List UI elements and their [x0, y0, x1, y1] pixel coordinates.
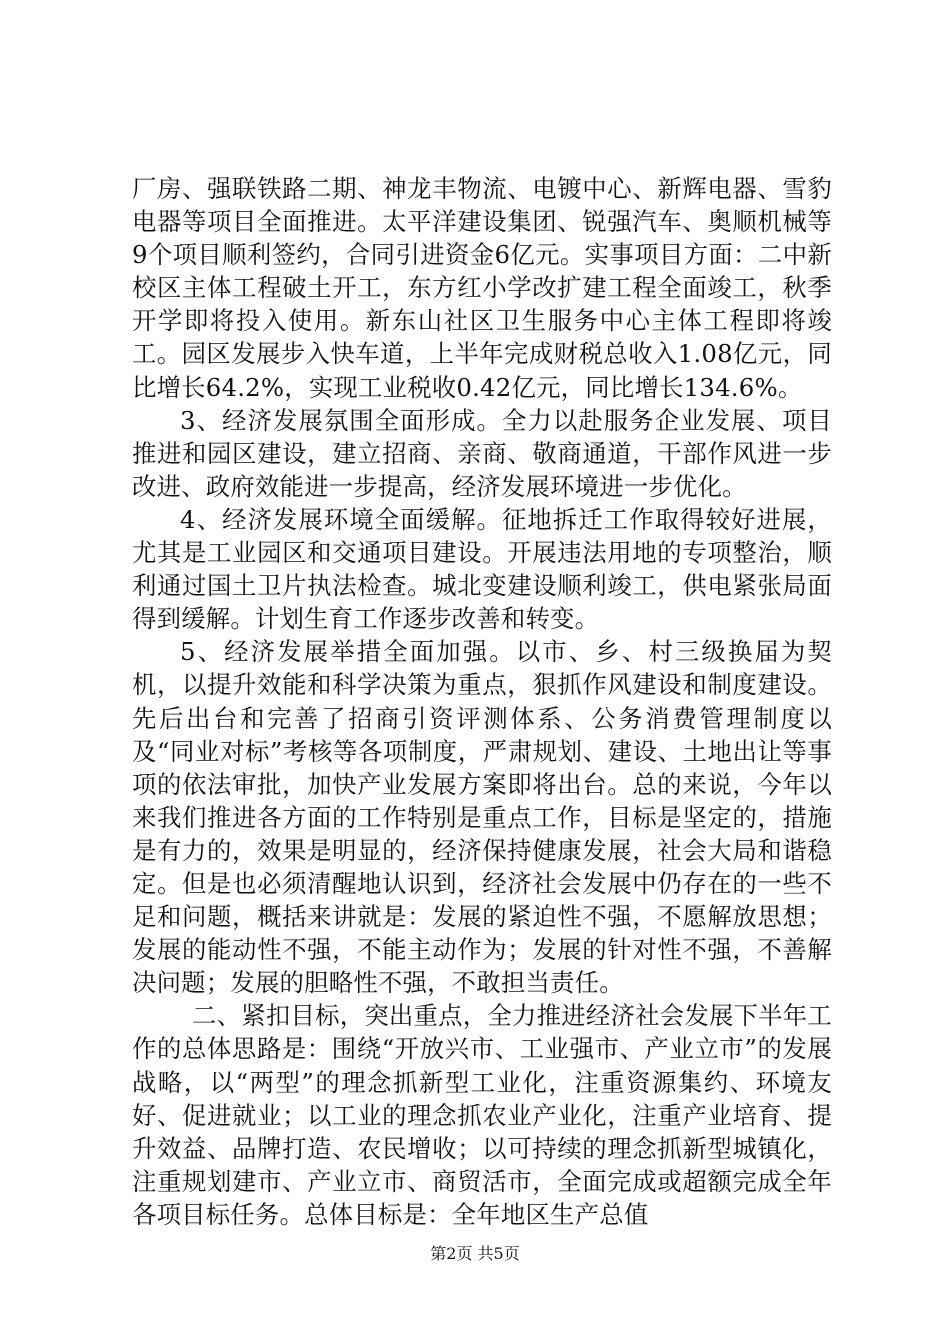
- paragraph-section-2: 二、紧扣目标，突出重点，全力推进经济社会发展下半年工作的总体思路是：围绕“开放兴市、工业强市、产业立市”的发展战略，以“两型”的理念抓新型工业化，注重资源集约、环境友好、促进就业；以工业的理念抓农业产业化，注重产业培育、提升效益、品牌打造、农民增收；以可持续的理念抓新型城镇化，注重规划建市、产业立市、商贸活市，全面完成或超额完成全年各项目标任务。总体目标是：全年地区生产总值: [132, 1001, 832, 1229]
- paragraph-item-3: 3、经济发展氛围全面形成。全力以赴服务企业发展、项目推进和园区建设，建立招商、亲商、敬商通道，干部作风进一步改进、政府效能进一步提高，经济发展环境进一步优化。: [132, 405, 832, 501]
- paragraph-projects: 厂房、强联铁路二期、神龙丰物流、电镀中心、新辉电器、雪豹电器等项目全面推进。太平洋建设集团、锐强汽车、奥顺机械等9个项目顺利签约，合同引进资金6亿元。实事项目方面：二中新校区主体工程破土开工，东方红小学改扩建工程全面竣工，秋季开学即将投入使用。新东山社区卫生服务中心主体工程即将竣工。园区发展步入快车道，上半年完成财税总收入1.08亿元，同比增长64.2%，实现工业税收0.42亿元，同比增长134.6%。: [132, 174, 832, 402]
- page-footer: 第2页 共5页: [430, 1244, 520, 1263]
- paragraph-item-4: 4、经济发展环境全面缓解。征地拆迁工作取得较好进展，尤其是工业园区和交通项目建设。开展违法用地的专项整治，顺利通过国土卫片执法检查。城北变建设顺利竣工，供电紧张局面得到缓解。计划生育工作逐步改善和转变。: [132, 504, 832, 634]
- document-body: [132, 172, 832, 1231]
- paragraph-item-5: 5、经济发展举措全面加强。以市、乡、村三级换届为契机，以提升效能和科学决策为重点，狠抓作风建设和制度建设。先后出台和完善了招商引资评测体系、公务消费管理制度以及“同业对标”考核等各项制度，严肃规划、建设、土地出让等事项的依法审批，加快产业发展方案即将出台。总的来说，今年以来我们推进各方面的工作特别是重点工作，目标是坚定的，措施是有力的，效果是明显的，经济保持健康发展，社会大局和谐稳定。但是也必须清醒地认识到，经济社会发展中仍存在的一些不足和问题，概括来讲就是：发展的紧迫性不强，不愿解放思想；发展的能动性不强，不能主动作为；发展的针对性不强，不善解决问题；发展的胆略性不强，不敢担当责任。: [132, 637, 832, 998]
